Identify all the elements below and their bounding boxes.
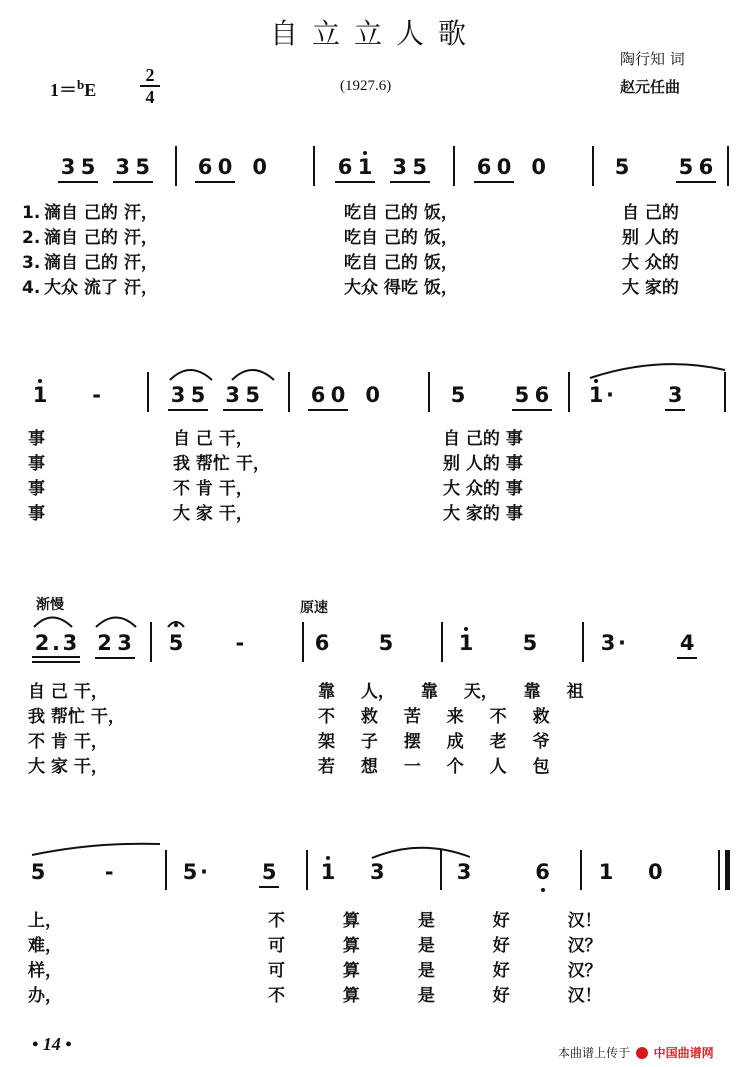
measure: 3 5 3 5 — [58, 156, 153, 183]
lyric-phrase: 可 算 是 好 汉？ — [268, 961, 602, 981]
measure: 6 0 0 — [195, 156, 270, 183]
key-note: E — [84, 80, 97, 100]
measure: 5 - — [30, 860, 114, 884]
tie — [32, 844, 160, 855]
measure: 6 0 0 — [308, 384, 383, 411]
measure: 5 5 6 — [448, 384, 552, 411]
measure: 1 · 3 — [586, 384, 685, 411]
lyric-phrase: 上， — [28, 911, 62, 931]
lyric-phrase: 不 救 苦 来 不 救 — [318, 707, 550, 727]
time-top: 2 — [145, 65, 155, 85]
tie — [372, 848, 470, 858]
lyric-phrase: 大 家 干， — [173, 504, 253, 524]
verse-number: 1. — [22, 203, 41, 223]
lyric-phrase: 可 算 是 好 汉？ — [268, 936, 602, 956]
measure: 5 5 6 — [612, 156, 716, 183]
a-tempo-mark: 原速 — [300, 600, 328, 616]
measure: 2 . 3 2 3 — [32, 632, 135, 659]
lyric-phrase: 大 众的 事 — [443, 479, 523, 499]
lyric-phrase: 大众 得吃 饭， — [344, 278, 458, 298]
lyric-phrase: 自 己的 — [622, 203, 679, 223]
measure: 3 · 4 — [598, 632, 697, 659]
lyric-phrase: 吃自 己的 饭， — [344, 253, 458, 273]
upload-text: 本曲谱上传于 — [558, 1046, 631, 1060]
flat-sign: b — [77, 77, 85, 92]
lyric-phrase: 大 家的 — [622, 278, 679, 298]
measure: 6 0 0 — [474, 156, 549, 183]
measure: 5 - — [168, 631, 245, 655]
lyric-phrase: 架 子 摆 成 老 爷 — [318, 732, 550, 752]
lyric-phrase: 我 帮忙 干， — [28, 707, 125, 727]
slur — [232, 370, 274, 380]
lyric-phrase: 自 己的 事 — [443, 429, 523, 449]
slur — [96, 618, 136, 628]
site-name[interactable]: 中国曲谱网 — [653, 1046, 714, 1060]
verse-number: 2. — [22, 228, 41, 248]
measure: 3 6 — [454, 861, 553, 883]
measure: 6 5 — [314, 631, 394, 655]
measure: 1 0 — [598, 860, 663, 884]
ritardando-mark: 渐慢 — [36, 597, 64, 613]
lyric-phrase: 不 算 是 好 汉！ — [268, 911, 602, 931]
composer-credit: 赵元任曲 — [620, 78, 681, 96]
lyric-phrase: 自 己 干， — [28, 682, 108, 702]
measure: 5 · 5 — [180, 861, 279, 888]
page-number: • 14 • — [32, 1034, 72, 1054]
lyric-phrase: 吃自 己的 饭， — [344, 203, 458, 223]
lyric-phrase: 不 算 是 好 汉！ — [268, 986, 602, 1006]
lyric-phrase: 办， — [28, 986, 62, 1006]
fermata-dot — [174, 623, 178, 627]
lyric-phrase: 若 想 一 个 人 包 — [318, 757, 550, 777]
measure: 1 5 — [456, 632, 540, 654]
lyric-phrase: 事 — [28, 504, 45, 524]
slur — [170, 370, 212, 380]
lyric-phrase: 我 帮忙 干， — [173, 454, 270, 474]
key-prefix: 1＝ — [50, 80, 77, 100]
lyric-phrase: 样， — [28, 961, 62, 981]
lyric-phrase: 滴自 己的 汗， — [44, 203, 158, 223]
lyric-phrase: 不 肯 干， — [173, 479, 253, 499]
lyric-phrase: 大众 流了 汗， — [44, 278, 158, 298]
measure: 1 - — [30, 384, 107, 406]
lyric-phrase: 大 家 干， — [28, 757, 108, 777]
song-title: 自立立人歌 — [269, 17, 480, 50]
lyricist-credit: 陶行知 词 — [620, 50, 685, 68]
lyric-phrase: 事 — [28, 454, 45, 474]
lyric-phrase: 事 — [28, 479, 45, 499]
lyric-phrase: 事 — [28, 429, 45, 449]
measure: 1 3 — [318, 861, 387, 883]
lyric-phrase: 吃自 己的 饭， — [344, 228, 458, 248]
lyric-phrase: 自 己 干， — [173, 429, 253, 449]
lyric-phrase: 难， — [28, 936, 62, 956]
lyric-phrase: 滴自 己的 汗， — [44, 228, 158, 248]
lyric-phrase: 大 众的 — [622, 253, 679, 273]
upload-note — [558, 1044, 714, 1061]
measure: 3 5 3 5 — [168, 384, 263, 411]
lyric-phrase: 别 人的 事 — [443, 454, 523, 474]
verse-number: 3. — [22, 253, 41, 273]
measure: 6 1 3 5 — [335, 156, 430, 183]
lyric-phrase: 不 肯 干， — [28, 732, 108, 752]
verse-number: 4. — [22, 278, 41, 298]
lyric-phrase: 别 人的 — [622, 228, 679, 248]
lyric-phrase: 靠 人， 靠 天， 靠 祖 — [318, 682, 584, 702]
slur — [34, 618, 72, 628]
lyric-phrase: 滴自 己的 汗， — [44, 253, 158, 273]
lyric-phrase: 大 家的 事 — [443, 504, 523, 524]
site-logo-icon — [636, 1047, 648, 1059]
time-bottom: 4 — [145, 87, 155, 107]
composition-date: (1927.6) — [340, 78, 392, 94]
tie — [590, 364, 725, 378]
